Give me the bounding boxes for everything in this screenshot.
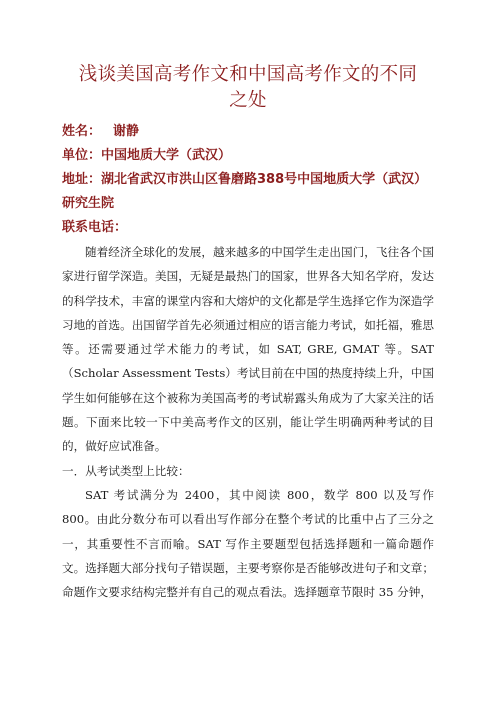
title-line-1: 浅谈美国高考作文和中国高考作文的不同: [78, 64, 418, 85]
address-line: 地址：湖北省武汉市洪山区鲁磨路388号中国地质大学（武汉）研究生院: [62, 172, 428, 211]
document-page: [62, 0, 434, 604]
document-title: [62, 62, 434, 114]
unit-line: 单位：中国地质大学（武汉）: [62, 148, 232, 163]
title-line-2: 之处: [229, 90, 267, 111]
intro-paragraph: 随着经济全球化的发展，越来越多的中国学生走出国门，飞往各个国家进行留学深造。美国，无疑是最热门的国家，世界各大知名学府，发达的科学技术，丰富的课堂内容和大熔炉的文化都是学生选择它作为深造学习地的首选。出国留学首先必须通过相应的语言能力考试，如托福，雅思等。还需要通过学术能力的考试，如 SAT, GRE, GMAT 等。SAT（Scholar Assessment Tests）考试目前在中国的热度持续上升，中国学生如何能够在这个被称为美国高考的考试崭露头角成为了大家关注的话题。下面来比较一下中美高考作文的区别，能让学生明确两种考试的目的，做好应试准备。: [62, 245, 434, 454]
section-1-heading: 一．从考试类型上比较：: [62, 463, 190, 478]
author-label: 姓名：: [62, 124, 102, 139]
author-name: 谢静: [113, 124, 140, 139]
author-line: [62, 120, 434, 144]
phone-line: 联系电话：: [62, 220, 128, 235]
section-1-paragraph: SAT 考试满分为 2400，其中阅读 800，数学 800 以及写作 800。由此分数分布可以看出写作部分在整个考试的比重中占了三分之一，其重要性不言而喻。SAT 写作主要题型包括选择题和一篇命题作文。选择题大部分找句子错误题，主要考察你是否能够改进句子和文章；命题作文要求结构完整并有自己的观点看法。选择题章节限时 35 分钟，: [62, 487, 434, 600]
